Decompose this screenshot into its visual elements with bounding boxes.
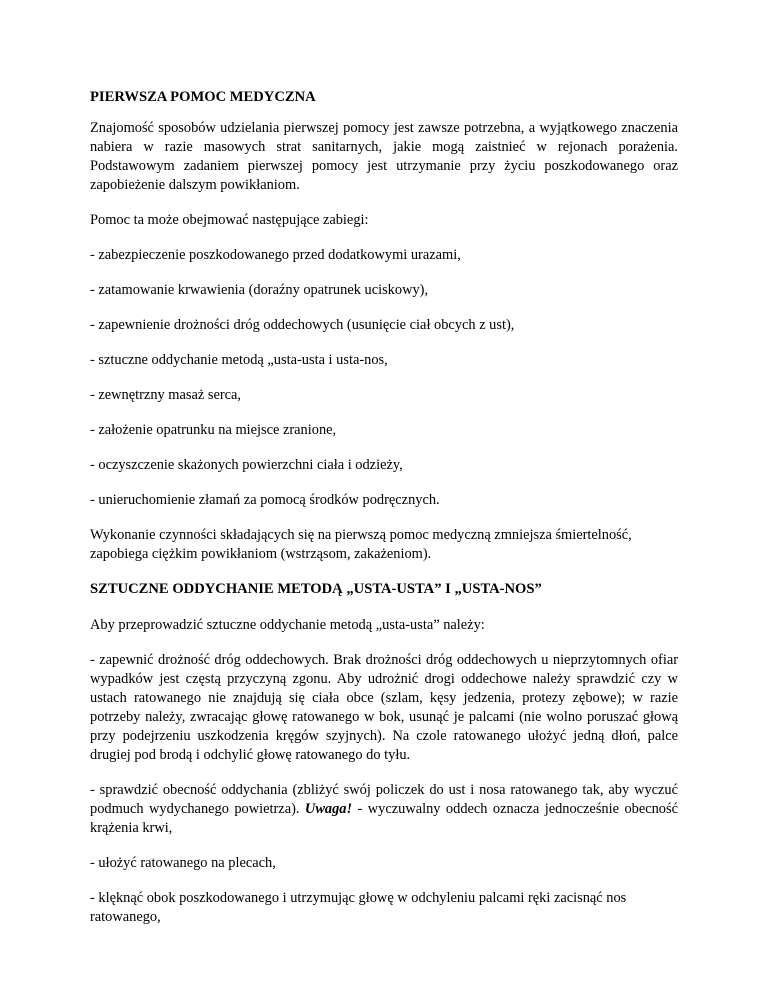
summary-paragraph: Wykonanie czynności składających się na pierwszą pomoc medyczną zmniejsza śmiertelność, zapobiega ciężkim powikłaniom (wstrząsom, zakażeniom).	[90, 527, 632, 562]
warning-label: Uwaga!	[304, 801, 353, 817]
document-page	[90, 88, 678, 943]
list-item: - zapewnienie drożności dróg oddechowych (usunięcie ciał obcych z ust),	[90, 317, 515, 333]
intro-paragraph: Znajomość sposobów udzielania pierwszej pomocy jest zawsze potrzebna, a wyjątkowego znaczenia nabiera w razie masowych strat sanitarnych, jakie mogą zaistnieć w rejonach porażenia. Podstawowym zadaniem pierwszej pomocy jest utrzymanie przy życiu poszkodowanego oraz zapobieżenie dalszym powikłaniom.	[90, 120, 678, 193]
step-breathing-text: - sprawdzić obecność oddychania (zbliżyć swój policzek do ust i nosa ratowanego tak, aby wyczuć podmuch wydychanego powietrza).	[90, 782, 678, 817]
step-breathing-note: - wyczuwalny oddech oznacza jednocześnie obecność krążenia krwi,	[90, 801, 678, 836]
list-item: - unieruchomienie złamań za pomocą środków podręcznych.	[90, 492, 440, 508]
document-title: PIERWSZA POMOC MEDYCZNA	[90, 89, 316, 105]
step-airway: - zapewnić drożność dróg oddechowych. Brak drożności dróg oddechowych u nieprzytomnych ofiar wypadków jest częstą przyczyną zgonu. Aby udrożnić drogi oddechowe należy sprawdzić czy w ustach ratowanego nie znajdują się ciała obce (szlam, kęsy jedzenia, protezy zębowe); w razie potrzeby należy, zwracając głowę ratowanego w bok, usunąć je palcami (nie wolno poruszać głową przy podejrzeniu uszkodzenia kręgów szyjnych). Na czole ratowanego ułożyć jedną dłoń, palce drugiej pod brodą i odchylić głowę ratowanego do tyłu.	[90, 652, 678, 763]
list-item: - zabezpieczenie poszkodowanego przed dodatkowymi urazami,	[90, 247, 461, 263]
procedures-list	[90, 246, 678, 510]
step-position: - ułożyć ratowanego na plecach,	[90, 855, 276, 871]
list-item: - zatamowanie krwawienia (doraźny opatrunek uciskowy),	[90, 282, 429, 298]
list-item: - oczyszczenie skażonych powierzchni ciała i odzieży,	[90, 457, 403, 473]
section-lead: Aby przeprowadzić sztuczne oddychanie metodą „usta-usta” należy:	[90, 617, 485, 633]
list-item: - sztuczne oddychanie metodą „usta-usta i usta-nos,	[90, 352, 388, 368]
section-heading: SZTUCZNE ODDYCHANIE METODĄ „USTA-USTA” I „USTA-NOS”	[90, 581, 542, 597]
procedures-lead: Pomoc ta może obejmować następujące zabiegi:	[90, 212, 369, 228]
step-kneel: - klęknąć obok poszkodowanego i utrzymując głowę w odchyleniu palcami ręki zacisnąć nos ratowanego,	[90, 890, 627, 925]
list-item: - zewnętrzny masaż serca,	[90, 387, 242, 403]
list-item: - założenie opatrunku na miejsce zranione,	[90, 422, 337, 438]
step-breathing	[90, 781, 678, 838]
